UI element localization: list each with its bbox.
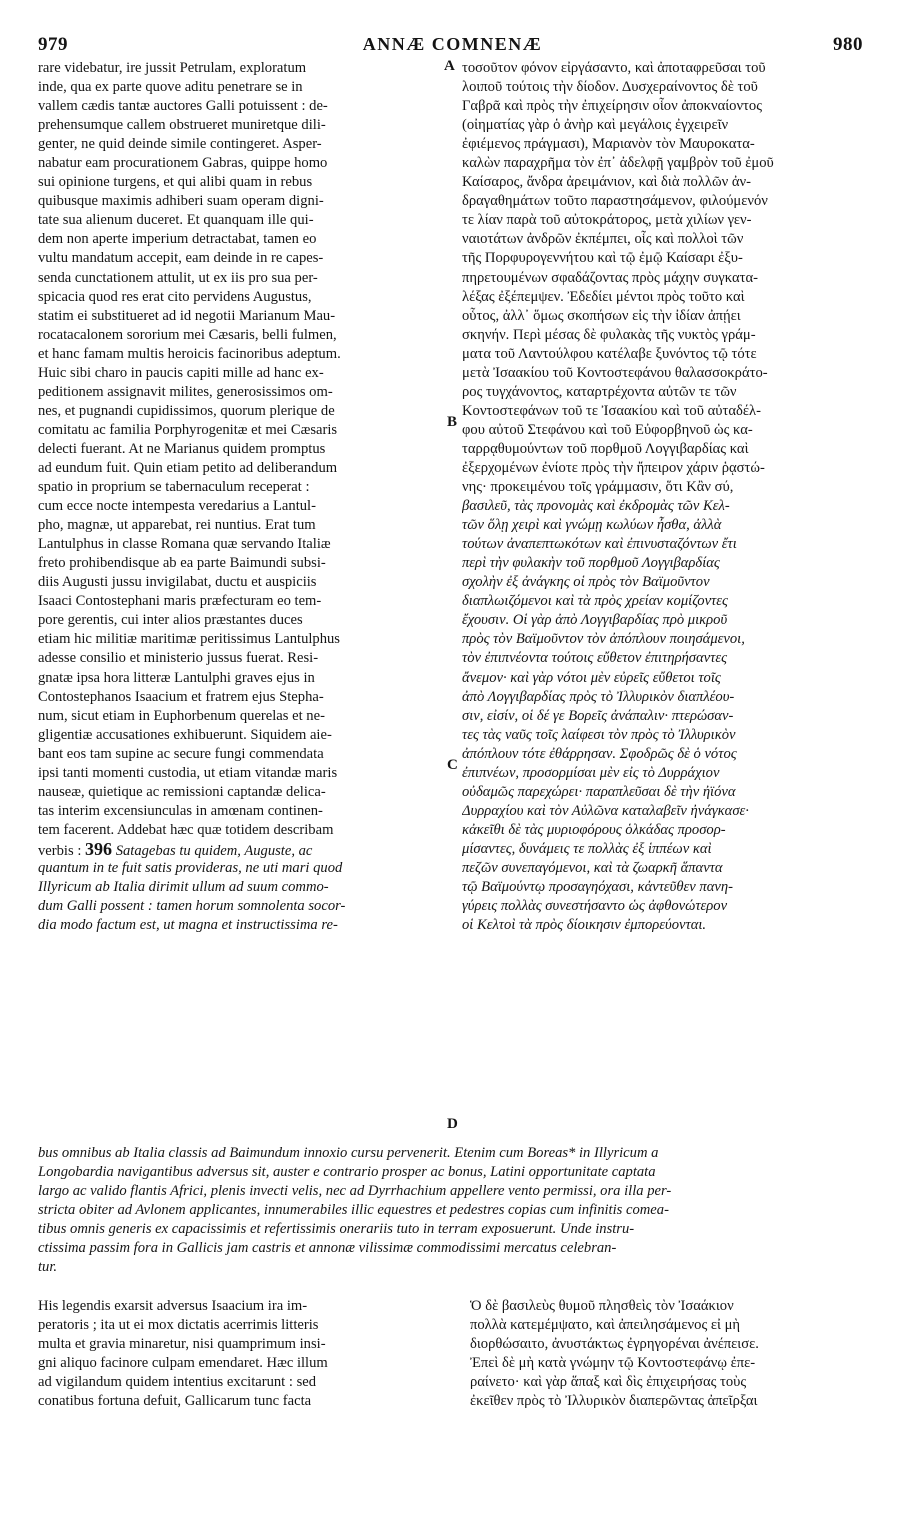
latin-full-line: largo ac valido flantis Africi, plenis invecti velis, nec ad Dyrrhachium appellere vento permissi, ora illa per- bbox=[38, 1183, 672, 1200]
margin-marker-a: A bbox=[444, 58, 455, 74]
latin-full-line: Longobardia navigantibus adversus sit, auster e contrario prosper ac bonus, Latini opportunitate captata bbox=[38, 1164, 656, 1181]
greek-quote-line: ἄνεμον· καὶ γὰρ νότοι μὲν εὐρεῖς εὔθετοι τοῖς bbox=[462, 669, 721, 686]
running-title: ANNÆ COMNENÆ bbox=[362, 34, 543, 54]
latin-line: multa et gravia minaretur, nisi quamprimum insi- bbox=[38, 1336, 326, 1353]
latin-line: prehensumque callem obstrueret muniretque dili- bbox=[38, 117, 326, 134]
latin-line: comitatu ac familia Porphyrogenitæ et mei Cæsaris bbox=[38, 421, 338, 438]
greek-quote-line: κἀκεῖθι δὲ τὰς μυριοφόρους ὁλκάδας προσορ- bbox=[462, 821, 726, 838]
latin-line: peratoris ; ita ut ei mox dictatis acerrimis litteris bbox=[38, 1317, 319, 1334]
greek-line: Κοντοστεφάνων τοῦ τε Ἰσαακίου καὶ τοῦ αὐταδέλ- bbox=[462, 402, 761, 419]
latin-full-line: stricta obiter ad Avlonem applicantes, innumerabiles illic equestres et pedestres copias cum infinitis comea- bbox=[38, 1202, 669, 1219]
greek-quote-line: Δυρραχίου καὶ τὸν Αὐλῶνα καταλαβεῖν ἠνάγκασε· bbox=[462, 802, 749, 819]
latin-line: dem non aperte imperium detractabat, tamen eo bbox=[38, 231, 317, 248]
latin-line: rare videbatur, ire jussit Petrulam, exploratum bbox=[38, 60, 307, 76]
latin-line: pho, magnæ, ut apparebat, rei nuntius. Erat tum bbox=[38, 517, 316, 534]
latin-line: spicacia quod res erat cito pervidens Augustus, bbox=[38, 288, 312, 305]
greek-quote-line: ἐπιπνέων, προσορμίσαι μὲν εἰς τὸ Δυρράχιον bbox=[462, 764, 720, 781]
greek-line: πολλὰ κατεμέμψατο, καὶ ἀπειλησάμενος εἰ μὴ bbox=[470, 1317, 741, 1334]
greek-line: ματα τοῦ Λαντούλφου κατέλαβε ξυνόντος τῷ τότε bbox=[462, 345, 757, 362]
latin-column-top bbox=[38, 59, 442, 935]
margin-marker-d: D bbox=[447, 1116, 458, 1132]
latin-quote-line: Satagebas tu quidem, Auguste, ac bbox=[115, 842, 313, 859]
latin-line: nauseæ, quietique ac remissioni captandæ delica- bbox=[38, 783, 326, 800]
greek-line: λέξας ἐξέπεμψεν. Ἐδεδίει μέντοι πρὸς τοῦτο καὶ bbox=[462, 288, 745, 305]
greek-quote-line: σιν, εἰσίν, οἱ δέ γε Βορεῖς ἀνάπαλιν· πτερώσαν- bbox=[462, 707, 734, 724]
latin-line: Lantulphus in classe Romana quæ servando Italiæ bbox=[38, 536, 331, 553]
latin-line: vallem cædis tantæ auctores Galli potuissent : de- bbox=[38, 98, 328, 115]
latin-column-bottom bbox=[38, 1297, 442, 1411]
greek-line: τοσοῦτον φόνον εἰργάσαντο, καὶ ἀποταφρεῦσαι τοῦ bbox=[462, 60, 766, 76]
greek-quote-line: πρὸς τὸν Βαϊμοῦντον τὸν ἀπόπλουν ποιησάμενοι, bbox=[462, 631, 745, 648]
greek-quote-line: οἱ Κελτοὶ τὰ πρὸς δίοικησιν ἐμπορεύονται. bbox=[462, 917, 707, 934]
latin-line: nabatur eam procurationem Gabras, quippe homo bbox=[38, 155, 328, 172]
greek-line: Γαβρᾶ καὶ πρὸς τὴν ἐπιχείρησιν οἷον ἀποκναίοντος bbox=[462, 98, 762, 115]
latin-line: gligentiæ accusationes exhibuerunt. Siquidem aie- bbox=[38, 726, 332, 743]
greek-line: οὗτος, ἀλλ᾽ ὅμως σκοπήσων εἰς τὴν ἰδίαν ἀπῄει bbox=[462, 307, 741, 324]
latin-line: adesse consilio et ministerio jussus fuerat. Resi- bbox=[38, 650, 319, 667]
greek-line: δραγαθημάτων τοῦτο παραστησάμενον, φιλούμενόν bbox=[462, 193, 768, 210]
latin-quote-line: dia modo factum est, ut magna et instructissima re- bbox=[38, 917, 338, 934]
latin-line: tem facerent. Addebat hæc quæ totidem describam bbox=[38, 821, 334, 838]
greek-line: νης· προκειμένου τοῖς γράμμασιν, ὅτι Κἂν σύ, bbox=[462, 479, 734, 496]
latin-full-width-passage bbox=[38, 1144, 874, 1277]
latin-line: delecti fuerant. At ne Marianus quidem promptus bbox=[38, 440, 326, 457]
margin-marker-b: B bbox=[447, 414, 458, 430]
margin-marker-c: C bbox=[447, 757, 458, 773]
latin-line: pore gerentis, cui inter alios præstantes duces bbox=[38, 612, 303, 629]
greek-quote-line: τούτων ἀναπεπτωκότων καὶ ἐπινυσταζόντων ἔτι bbox=[462, 536, 737, 553]
latin-line: conatibus fortuna defuit, Gallicarum tunc facta bbox=[38, 1393, 312, 1410]
greek-quote-line: τῷ Βαϊμούντῳ προσαγηόχασι, κἀντεῦθεν πανη- bbox=[462, 879, 733, 896]
latin-line: ad eundum fuit. Quin etiam petito ad deliberandum bbox=[38, 459, 338, 476]
greek-line: Καίσαρος, ἄνδρα ἀρειμάνιον, καὶ διὰ πολλῶν ἀν- bbox=[462, 174, 751, 191]
greek-line: Ὁ δὲ βασιλεὺς θυμοῦ πλησθεὶς τὸν Ἰσαάκιον bbox=[470, 1298, 734, 1314]
greek-line: λοιποῦ τούτοις τὴν δίοδον. Δυσχεραίνοντος δὲ τοῦ bbox=[462, 79, 758, 96]
greek-line: φου αὐτοῦ Στεφάνου καὶ τοῦ Εὐφορβηνοῦ ὡς κα- bbox=[462, 421, 753, 438]
greek-line: τε λίαν παρὰ τοῦ αὐτοκράτορος, μετὰ χιλίων γεν- bbox=[462, 212, 752, 229]
greek-quote-line: ἀπὸ Λογγιβαρδίας πρὸς τὸ Ἰλλυρικὸν διαπλέου- bbox=[462, 688, 735, 705]
latin-line: Contostephanos Isaacium et fratrem ejus Stepha- bbox=[38, 688, 324, 705]
latin-full-line: bus omnibus ab Italia classis ad Baimundum innoxio cursu pervenerit. Etenim cum Boreas* in Illyricum a bbox=[38, 1145, 659, 1161]
latin-line: quibusque maximis adhiberi suam operam digni- bbox=[38, 193, 324, 210]
greek-quote-line: μίσαντες, δυνάμεις τε πολλὰς ἐξ ἱππέων καὶ bbox=[462, 840, 712, 857]
greek-line: ἐκεῖθεν πρὸς τὸ Ἰλλυρικὸν διαπερῶντας ἀπεῖρξαι bbox=[470, 1393, 758, 1410]
latin-line: diis Augusti jussu invigilabat, ductu et auspiciis bbox=[38, 574, 317, 591]
greek-line: ναιοτάτων ἀνδρῶν ἐκπέμπει, οἷς καὶ πολλοὶ τῶν bbox=[462, 231, 744, 248]
latin-quote-line: quantum in te fuit satis provideras, ne uti mari quod bbox=[38, 859, 343, 876]
latin-line: genter, ne quid deinde simile contingeret. Asper- bbox=[38, 136, 322, 153]
latin-line: cum ecce nocte intempesta veredarius a Lantul- bbox=[38, 498, 316, 515]
latin-line: nes, et pugnandi cupidissimos, quorum plerique de bbox=[38, 402, 335, 419]
latin-line: rocatacalonem sororium mei Cæsaris, belli fulmen, bbox=[38, 326, 337, 343]
latin-line: tas interim excensiunculas in amœnam continen- bbox=[38, 802, 323, 819]
latin-line-verbis bbox=[38, 840, 442, 859]
greek-line: (οἰηματίας γὰρ ὁ ἀνὴρ καὶ μεγάλοις ἐγχειρεῖν bbox=[462, 117, 729, 134]
greek-line: διορθώσαιτο, ἀνυστάκτως ἐγρηγορέναι ἀνέπεισε. bbox=[470, 1336, 759, 1353]
greek-quote-line: πεζῶν συνεπαγόμενοι, καὶ τὰ ζωαρκῆ ἅπαντα bbox=[462, 859, 723, 876]
latin-line: spatio in proprium se tabernaculum receperat : bbox=[38, 479, 310, 496]
latin-line: num, sicut etiam in Euphorbenum querelas et ne- bbox=[38, 707, 325, 724]
latin-line: et hanc famam multis heroicis facinoribus adeptum. bbox=[38, 345, 341, 362]
verbis-label: verbis : bbox=[38, 842, 82, 859]
footnote-number: 396 bbox=[85, 839, 113, 859]
latin-line: statim ei substitueret ad id negotii Marianum Mau- bbox=[38, 307, 336, 324]
greek-quote-line: ἔχουσιν. Οἱ γὰρ ἀπὸ Λογγιβαρδίας πρὸ μικροῦ bbox=[462, 612, 728, 629]
left-page-number: 979 bbox=[38, 34, 68, 55]
latin-line: vultu mandatum accepit, eam deinde in re capes- bbox=[38, 250, 324, 267]
latin-line: sui opinione turgens, et qui alibi quam in rebus bbox=[38, 174, 313, 191]
greek-quote-line: διαπλωιζόμενοι καὶ τὰ πρὸς χρείαν κομίζοντες bbox=[462, 593, 728, 610]
latin-line: etiam hic militiæ maritimæ peritissimus Lantulphus bbox=[38, 631, 340, 648]
latin-line: inde, qua ex parte quove aditu penetrare se in bbox=[38, 79, 303, 96]
latin-quote-line: dum Galli possent : tamen horum somnolenta socor- bbox=[38, 898, 346, 915]
greek-quote-line: τὸν ἐπιπνέοντα τούτοις εὔθετον ἐπιτηρήσαντες bbox=[462, 650, 728, 667]
latin-line: Isaaci Contostephani maris præfecturam eo tem- bbox=[38, 593, 322, 610]
latin-line: His legendis exarsit adversus Isaacium ira im- bbox=[38, 1298, 308, 1314]
greek-quote-line: τῶν ὅλῃ χειρὶ καὶ γνώμῃ κωλύων ἦσθα, ἀλλὰ bbox=[462, 517, 722, 534]
greek-line: καλὼν παραχρῆμα τὸν ἐπ᾽ ἀδελφῇ γαμβρὸν τοῦ ἐμοῦ bbox=[462, 155, 774, 172]
greek-column-top bbox=[462, 59, 870, 935]
greek-line: Ἐπεὶ δὲ μὴ κατὰ γνώμην τῷ Κοντοστεφάνῳ ἐπε- bbox=[470, 1355, 756, 1372]
latin-line: Huic sibi charo in paucis capiti mille ad hanc ex- bbox=[38, 364, 324, 381]
latin-line: freto prohibendisque ab ea parte Baimundi subsi- bbox=[38, 555, 326, 572]
greek-column-bottom bbox=[470, 1297, 870, 1411]
greek-quote-line: περὶ τὴν φυλακὴν τοῦ πορθμοῦ Λογγιβαρδίας bbox=[462, 555, 720, 572]
greek-line: ραίνετο· καὶ γὰρ ἅπαξ καὶ δὶς ἐπιχειρήσας τοὺς bbox=[470, 1374, 747, 1391]
greek-quote-line: τες τὰς ναῦς τοῖς λαίφεσι τὸν πρὸς τὸ Ἰλλυρικὸν bbox=[462, 726, 736, 743]
latin-quote-line: Illyricum ab Italia dirimit ullum ad suum commo- bbox=[38, 879, 329, 896]
latin-full-line: ctissima passim fora in Gallicis jam castris et annonæ vilissimæ commodissimi mercatus celebran- bbox=[38, 1240, 617, 1257]
greek-line: ρος τυγχάνοντος, καταρτρέχοντα αὐτῶν τε τῶν bbox=[462, 383, 737, 400]
greek-line: ἐφιέμενος πράγμασι), Μαριανὸν τὸν Μαυροκατα- bbox=[462, 136, 755, 153]
right-page-number: 980 bbox=[833, 34, 863, 55]
latin-line: tate sua alienum duceret. Et quanquam ille qui- bbox=[38, 212, 314, 229]
greek-quote-line: ἀπόπλουν τότε ἐθάρρησαν. Σφοδρῶς δὲ ὁ νότος bbox=[462, 745, 737, 762]
greek-quote-line: οὐδαμῶς παρεχώρει· παραπλεῦσαι δὲ τὴν ἠϊόνα bbox=[462, 783, 736, 800]
greek-quote-line: γύρεις πολλὰς συνεστήσαντο ὡς ἀφθονώτερον bbox=[462, 898, 728, 915]
greek-line: σκηνήν. Περὶ μέσας δὲ φυλακὰς τῆς νυκτὸς γράμ- bbox=[462, 326, 756, 343]
greek-quote-line: βασιλεῦ, τὰς προνομὰς καὶ ἐκδρομὰς τῶν Κελ- bbox=[462, 498, 730, 515]
latin-line: gni aliquo facinore culpam emendaret. Hæc illum bbox=[38, 1355, 328, 1372]
latin-line: peditionem assignavit milites, generosissimos om- bbox=[38, 383, 333, 400]
latin-line: ipsi tanti momenti custodia, ut etiam vitandæ maris bbox=[38, 764, 338, 781]
greek-line: ταρρᾳθυμούντων τοῦ πορθμοῦ Λογγιβαρδίας καὶ bbox=[462, 440, 749, 457]
greek-line: πηρετουμένων σφαδάζοντας πρὸς μάχην συγκατα- bbox=[462, 269, 758, 286]
latin-line: gnatæ ipsa hora litteræ Lantulphi graves ejus in bbox=[38, 669, 315, 686]
latin-full-line: tibus omnis generis ex capacissimis et refertissimis onerariis tuto in terram exposuerunt. Unde instru- bbox=[38, 1221, 635, 1238]
greek-line: τῆς Πορφυρογεννήτου καὶ τῷ ἐμῷ Καίσαρι ἐξυ- bbox=[462, 250, 743, 267]
greek-line: μετὰ Ἰσαακίου τοῦ Κοντοστεφάνου θαλασσοκράτο- bbox=[462, 364, 768, 381]
greek-line: ἐξερχομένων ἐνίοτε πρὸς τὴν ἤπειρον χάριν ῥᾳστώ- bbox=[462, 459, 765, 476]
greek-quote-line: σχολὴν ἐξ ἀνάγκης οἱ πρὸς τὸν Βαϊμοῦντον bbox=[462, 574, 710, 591]
latin-line: ad vigilandum quidem intentius excitarunt : sed bbox=[38, 1374, 317, 1391]
latin-full-line: tur. bbox=[38, 1259, 58, 1276]
latin-line: senda cunctationem attulit, ut ex iis pro sua per- bbox=[38, 269, 318, 286]
latin-line: bant eos tam supine ac secure fungi commendata bbox=[38, 745, 324, 762]
